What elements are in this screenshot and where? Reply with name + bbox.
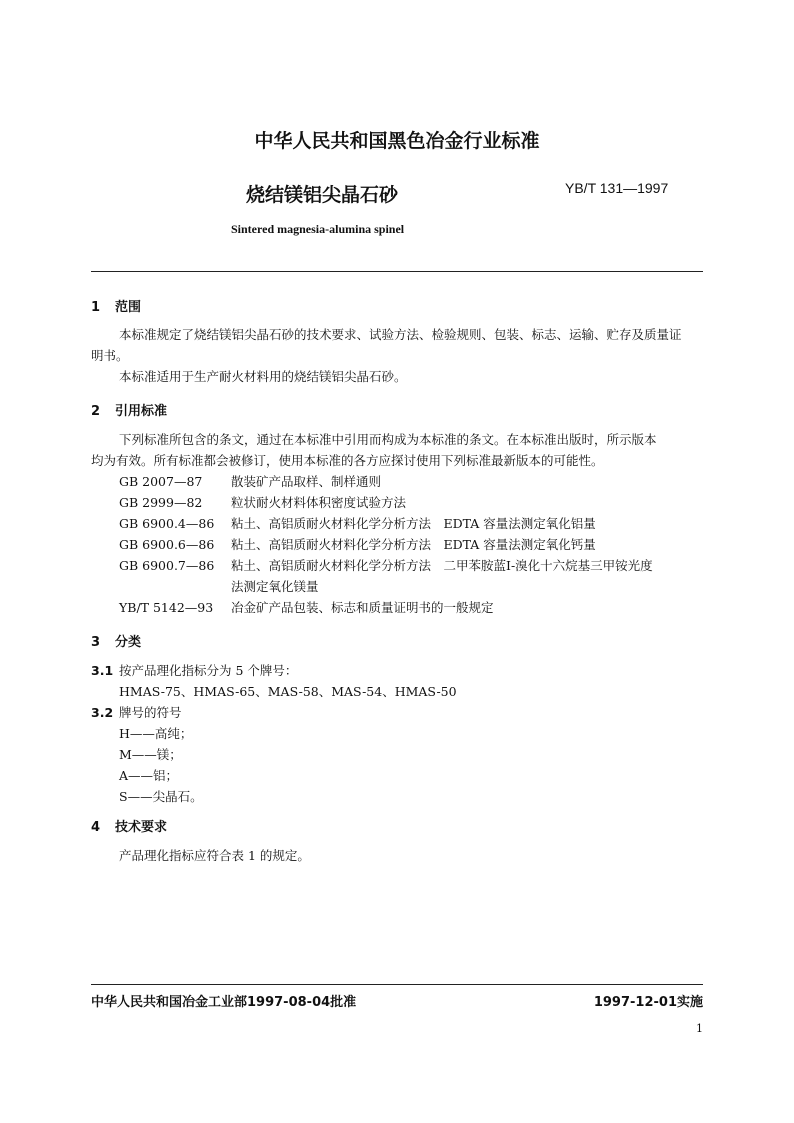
subsection-number: 3.1 — [91, 663, 114, 678]
section-4-para: 产品理化指标应符合表 1 的规定。 — [119, 848, 310, 863]
section-number: 1 — [91, 300, 101, 315]
section-number: 2 — [91, 404, 101, 419]
reference-code: GB 2999—82 — [119, 495, 203, 510]
subsection-text: 牌号的符号 — [119, 705, 182, 720]
page-number: 1 — [696, 1022, 703, 1035]
section-2-heading — [91, 400, 167, 419]
reference-item — [119, 555, 653, 576]
section-3-heading — [91, 631, 141, 650]
subsection-number: 3.2 — [91, 705, 114, 720]
section-2-para-line-2: 均为有效。所有标准都会被修订，使用本标准的各方应探讨使用下列标准最新版本的可能性。 — [91, 453, 604, 468]
reference-code: GB 6900.4—86 — [119, 516, 215, 531]
approval-line: 中华人民共和国冶金工业部1997-08-04批准 — [91, 995, 357, 1010]
section-1-para-1-line-1: 本标准规定了烧结镁铝尖晶石砂的技术要求、试验方法、检验规则、包装、标志、运输、贮存及质量证 — [119, 327, 682, 342]
reference-title: 粒状耐火材料体积密度试验方法 — [231, 495, 407, 510]
footer-rule — [91, 984, 703, 985]
section-title: 技术要求 — [115, 820, 168, 835]
reference-code: GB 2007—87 — [119, 474, 203, 489]
reference-title: 冶金矿产品包装、标志和质量证明书的一般规定 — [231, 600, 494, 615]
symbol-item: M——镁； — [119, 747, 182, 762]
reference-code: GB 6900.7—86 — [119, 558, 215, 573]
section-4-heading — [91, 816, 167, 835]
reference-title: 粘土、高铝质耐火材料化学分析方法 EDTA 容量法测定氧化钙量 — [231, 537, 596, 552]
section-title: 引用标准 — [115, 404, 168, 419]
document-code: YB/T 131—1997 — [565, 180, 669, 196]
reference-code: YB/T 5142—93 — [119, 600, 214, 615]
symbol-item: A——铝； — [119, 768, 179, 783]
section-1-para-1-line-2: 明书。 — [91, 348, 129, 363]
reference-item — [119, 597, 494, 618]
subsection-3-1 — [91, 660, 297, 681]
section-number: 3 — [91, 635, 101, 650]
header-rule — [91, 271, 703, 272]
section-title: 范围 — [115, 300, 142, 315]
reference-title: 散装矿产品取样、制样通则 — [231, 474, 382, 489]
grade-list: HMAS-75、HMAS-65、MAS-58、MAS-54、HMAS-50 — [119, 684, 457, 699]
reference-item — [119, 513, 596, 534]
english-title: Sintered magnesia-alumina spinel — [231, 222, 405, 236]
reference-item — [119, 492, 406, 513]
section-title: 分类 — [115, 635, 142, 650]
reference-title: 粘土、高铝质耐火材料化学分析方法 二甲苯胺蓝Ⅰ-溴化十六烷基三甲铵光度 — [231, 558, 653, 573]
symbol-item: H——高纯； — [119, 726, 193, 741]
section-1-para-2: 本标准适用于生产耐火材料用的烧结镁铝尖晶石砂。 — [119, 369, 407, 384]
subsection-text: 按产品理化指标分为 5 个牌号： — [119, 663, 298, 678]
section-number: 4 — [91, 820, 101, 835]
section-1-heading — [91, 296, 141, 315]
reference-item — [119, 471, 381, 492]
reference-item — [119, 534, 596, 555]
document-title: 烧结镁铝尖晶石砂 — [246, 184, 399, 206]
section-2-para-line-1: 下列标准所包含的条文，通过在本标准中引用而构成为本标准的条文。在本标准出版时，所示版本 — [119, 432, 657, 447]
implementation-date: 1997-12-01实施 — [593, 995, 703, 1010]
symbol-item: S——尖晶石。 — [119, 789, 203, 804]
reference-code: GB 6900.6—86 — [119, 537, 215, 552]
reference-title: 粘土、高铝质耐火材料化学分析方法 EDTA 容量法测定氧化铝量 — [231, 516, 596, 531]
org-title: 中华人民共和国黑色冶金行业标准 — [254, 130, 540, 152]
subsection-3-2 — [91, 702, 182, 723]
reference-title-continuation: 法测定氧化镁量 — [231, 579, 319, 594]
